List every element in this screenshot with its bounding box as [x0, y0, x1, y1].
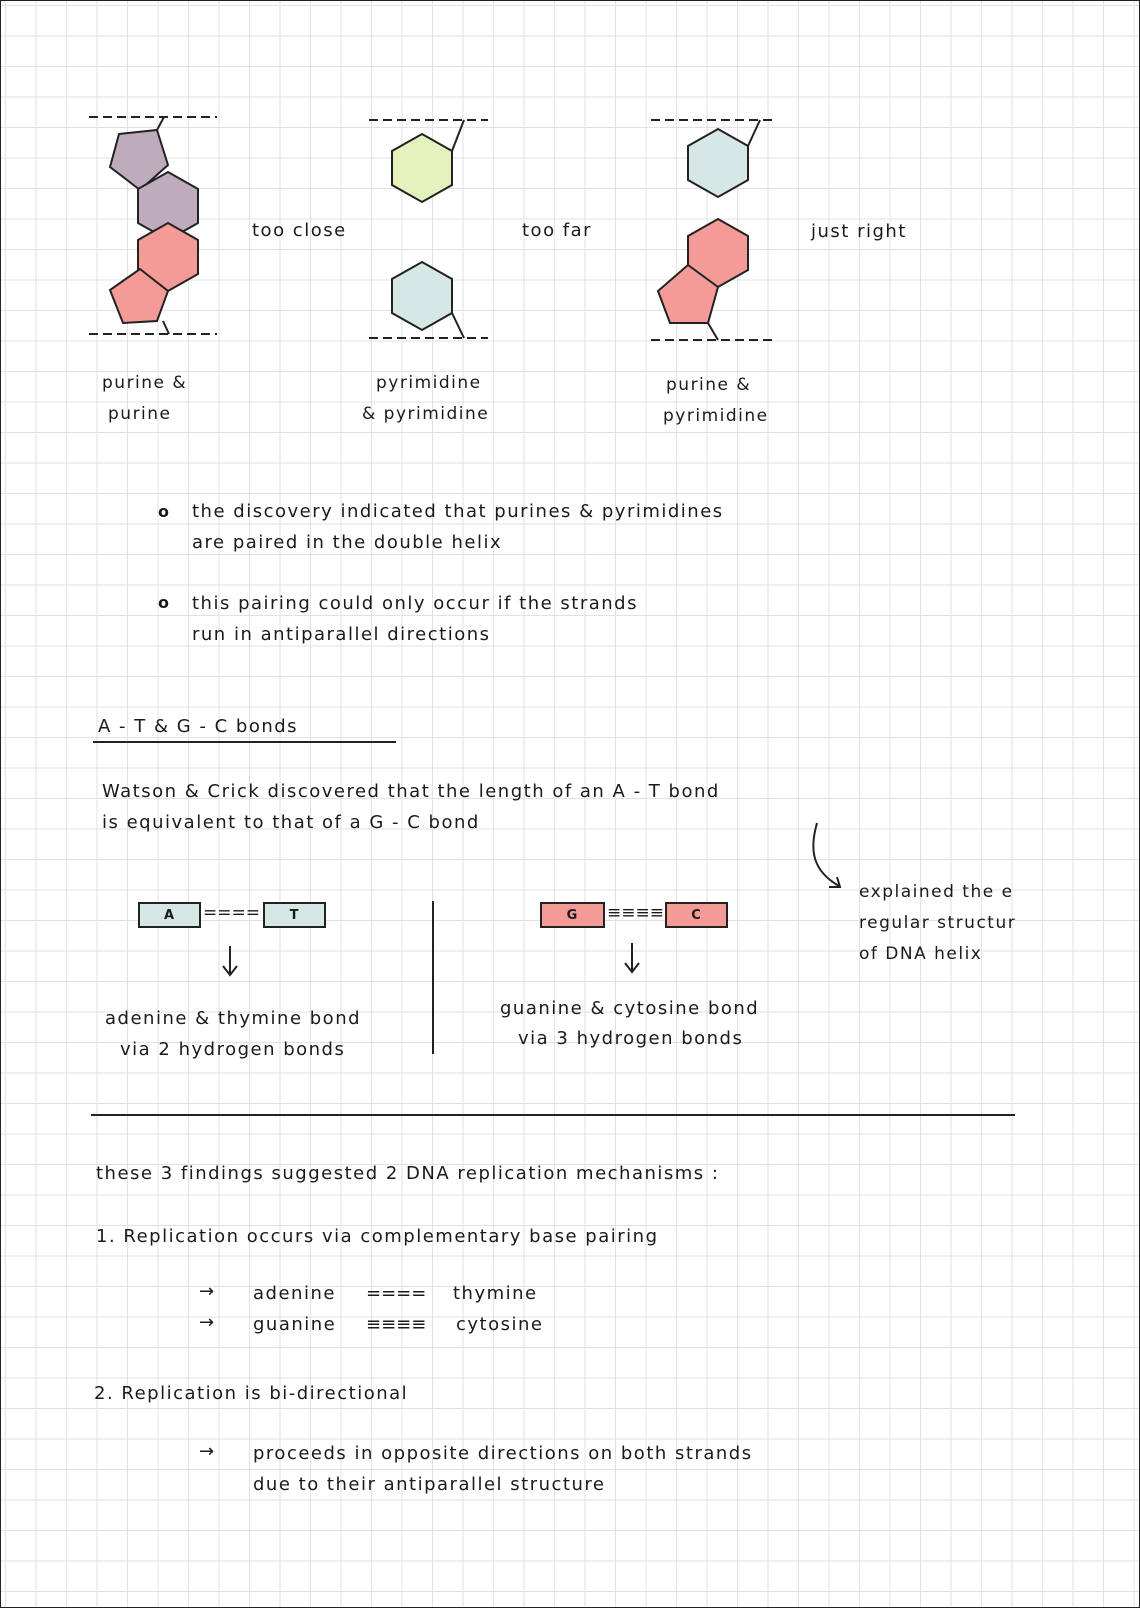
finding-1-title: 1. Replication occurs via complementary base pairing	[96, 1226, 659, 1247]
section-divider-horizontal	[91, 1114, 1015, 1116]
bullet-marker-2: o	[158, 593, 169, 612]
pair-2-left: guanine	[253, 1314, 337, 1335]
label-purine-purine-2: purine	[108, 404, 172, 424]
gc-desc-line-1: guanine & cytosine bond	[500, 998, 760, 1019]
label-pyr-pyr-1: pyrimidine	[376, 373, 482, 393]
thymine-box: T	[263, 902, 326, 928]
label-purine-pyr-1: purine &	[666, 375, 752, 395]
pair-1-marks: ====	[366, 1283, 427, 1304]
finding-2-detail-1: proceeds in opposite directions on both strands	[253, 1443, 753, 1464]
bullet-marker-1: o	[158, 502, 169, 521]
bullet-1-line-1: the discovery indicated that purines & pyrimidines	[192, 501, 724, 522]
label-purine-purine-1: purine &	[102, 373, 188, 393]
caption-too-far: too far	[522, 220, 593, 241]
gc-bond-marks: ≡≡≡≡	[607, 903, 664, 923]
section-text-line-2: is equivalent to that of a G - C bond	[102, 812, 480, 833]
section-heading: A - T & G - C bonds	[98, 716, 299, 737]
note-line-3: of DNA helix	[859, 944, 983, 964]
gc-desc-line-2: via 3 hydrogen bonds	[518, 1028, 744, 1049]
note-line-1: explained the e	[859, 882, 1014, 902]
arrow-right-icon: →	[199, 1441, 216, 1462]
at-bond-marks: ====	[203, 903, 260, 923]
pair-1-left: adenine	[253, 1283, 336, 1304]
finding-2-title: 2. Replication is bi-directional	[94, 1383, 409, 1404]
bullet-2-line-2: run in antiparallel directions	[192, 624, 491, 645]
caption-just-right: just right	[811, 221, 907, 242]
arrow-right-icon: →	[199, 1281, 216, 1302]
cytosine-box: C	[665, 902, 728, 928]
section-text-line-1: Watson & Crick discovered that the length of an A - T bond	[102, 781, 720, 802]
adenine-box: A	[138, 902, 201, 928]
arrow-right-icon: →	[199, 1312, 216, 1333]
pair-1-right: thymine	[453, 1283, 538, 1304]
caption-too-close: too close	[252, 220, 347, 241]
at-desc-line-1: adenine & thymine bond	[105, 1008, 362, 1029]
guanine-box: G	[540, 902, 605, 928]
pair-2-marks: ≡≡≡≡	[366, 1314, 427, 1335]
label-pyr-pyr-2: & pyrimidine	[362, 404, 490, 424]
label-purine-pyr-2: pyrimidine	[663, 406, 769, 426]
bullet-2-line-1: this pairing could only occur if the strands	[192, 593, 638, 614]
note-line-2: regular structur	[859, 913, 1017, 933]
findings-intro: these 3 findings suggested 2 DNA replication mechanisms :	[96, 1163, 720, 1184]
curved-note-arrow-icon	[813, 823, 839, 886]
at-desc-line-2: via 2 hydrogen bonds	[120, 1039, 346, 1060]
pair-2-right: cytosine	[456, 1314, 544, 1335]
finding-2-detail-2: due to their antiparallel structure	[253, 1474, 606, 1495]
bullet-1-line-2: are paired in the double helix	[192, 532, 503, 553]
